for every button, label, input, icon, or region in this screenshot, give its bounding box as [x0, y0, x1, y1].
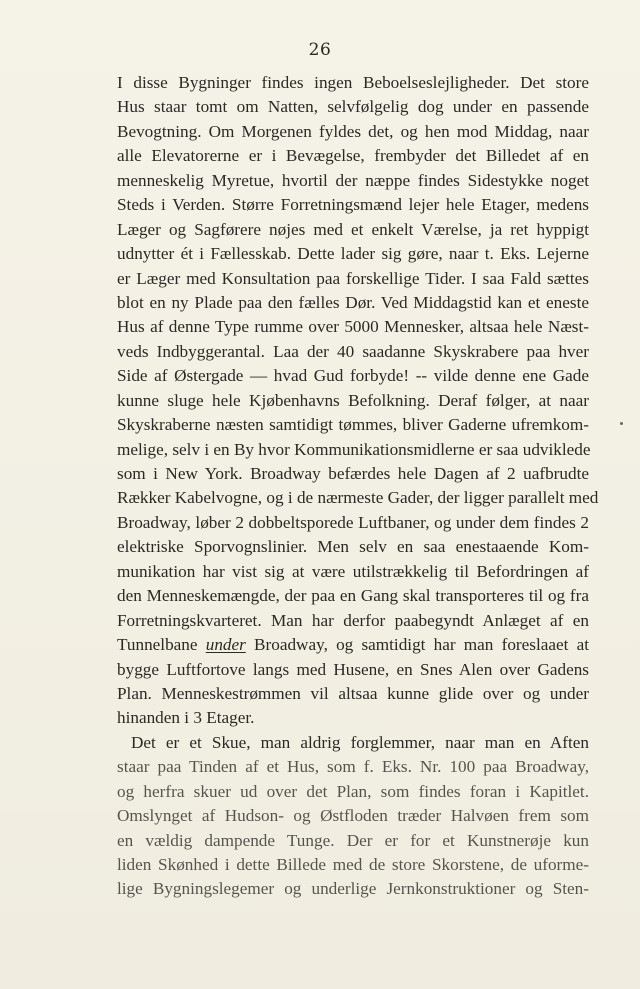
text-line: munikation har vist sig at være utilstrækkelig til Befordringen af: [117, 561, 589, 581]
text-line: kunne sluge hele Kjøbenhavns Befolkning. Deraf følger, at naar: [117, 390, 589, 410]
text-line: Broadway, løber 2 dobbeltsporede Luftbaner, og under dem findes 2: [117, 512, 589, 532]
text-fragment: Broadway, og samtidigt har man foreslaaet at: [245, 635, 589, 655]
text-line: bygge Luftfortove langs med Husene, en Snes Alen over Gadens: [117, 659, 589, 679]
margin-dot: [620, 422, 623, 425]
text-line: Skyskraberne næsten samtidigt tømmes, bliver Gaderne ufremkom-: [117, 415, 589, 435]
text-line: I disse Bygninger findes ingen Beboelseslejligheder. Det store: [117, 73, 589, 92]
emphasized-word: under: [205, 635, 246, 655]
text-line: Hus staar tomt om Natten, selvfølgelig dog under en passende: [117, 97, 589, 117]
text-line: og herfra skuer ud over det Plan, som findes foran i Kapitlet.: [117, 781, 589, 801]
text-line: veds Indbyggerantal. Laa der 40 saadanne Skyskrabere paa hver: [117, 341, 589, 361]
text-line: Steds i Verden. Større Forretningsmænd lejer hele Etager, medens: [117, 195, 589, 215]
text-line: liden Skønhed i dette Billede med de store Skorstene, de uforme-: [117, 855, 589, 874]
text-line: Side af Østergade — hvad Gud forbyde! -- vilde denne ene Gade: [117, 366, 589, 386]
text-line: Rækker Kabelvogne, og i de nærmeste Gader, der ligger parallelt med: [117, 488, 599, 508]
text-line: Bevogtning. Om Morgenen fyldes det, og hen mod Middag, naar: [117, 121, 589, 141]
page-number: 26: [308, 40, 332, 60]
text-line: den Menneskemængde, der paa en Gang skal transporteres til og fra: [117, 586, 589, 606]
text-line: melige, selv i en By hvor Kommunikationsmidlerne er saa udviklede: [117, 439, 591, 459]
text-line: lige Bygningslegemer og underlige Jernkonstruktioner og Sten-: [117, 879, 589, 899]
text-line: Omslynget af Hudson- og Østfloden træder Halvøen frem som: [117, 806, 589, 826]
text-line: Det er et Skue, man aldrig forglemmer, naar man en Aften: [131, 732, 589, 752]
text-line: menneskelig Myretue, hvortil der næppe findes Sidestykke noget: [117, 170, 589, 190]
text-line-emphasis: [117, 633, 589, 657]
text-line: Forretningskvarteret. Man har derfor paabegyndt Anlæget af en: [117, 610, 589, 630]
text-fragment: Tunnelbane: [117, 635, 206, 655]
text-line: en vældig dampende Tunge. Der er for et Kunstnerøje kun: [117, 830, 589, 850]
text-line: Hus af denne Type rumme over 5000 Mennesker, altsaa hele Næst-: [117, 317, 589, 337]
text-line: hinanden i 3 Etager.: [117, 708, 255, 728]
text-line: alle Elevatorerne er i Bevægelse, frembyder det Billedet af en: [117, 146, 589, 166]
text-line: elektriske Sporvognslinier. Men selv en saa enestaaende Kom-: [117, 537, 589, 557]
text-line: blot en ny Plade paa den fælles Dør. Ved Middagstid kan et eneste: [117, 292, 589, 312]
text-line: Plan. Menneskestrømmen vil altsaa kunne glide over og under: [117, 683, 589, 703]
body-text: [117, 71, 599, 902]
text-line: er Læger med Konsultation paa forskellige Tider. I saa Fald sættes: [117, 268, 589, 288]
text-line: som i New York. Broadway befærdes hele Dagen af 2 uafbrudte: [117, 464, 589, 483]
text-line: staar paa Tinden af et Hus, som f. Eks. Nr. 100 paa Broadway,: [117, 757, 589, 777]
text-line: Læger og Sagførere nøjes med et enkelt Værelse, ja ret hyppigt: [117, 219, 589, 239]
text-line: udnytter ét i Fællesskab. Dette lader sig gøre, naar t. Eks. Lejerne: [117, 244, 589, 264]
